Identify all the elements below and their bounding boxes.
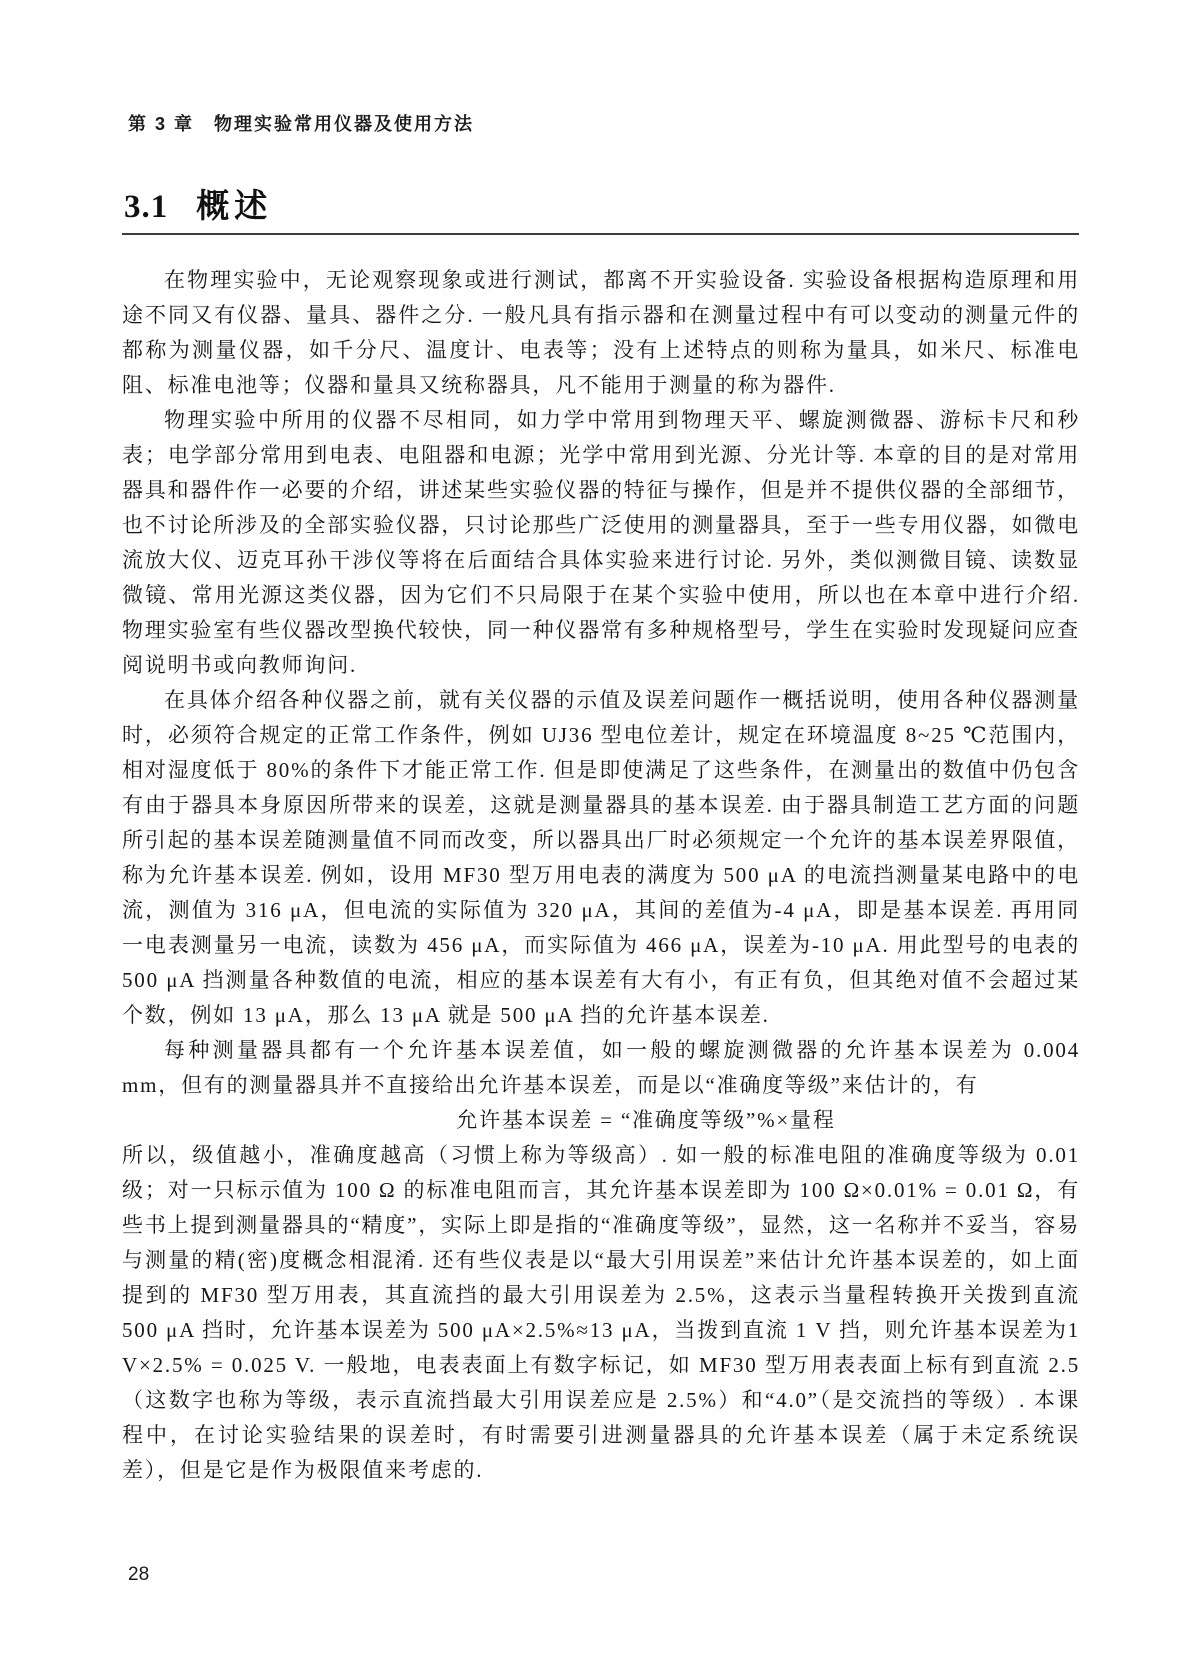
page-number: 28 [128,1564,150,1585]
paragraph-5: 所以，级值越小，准确度越高（习惯上称为等级高）. 如一般的标准电阻的准确度等级为 0.01 级；对一只标示值为 100 Ω 的标准电阻而言，其允许基本误差即为 100 Ω×0.01% = 0.01 Ω，有些书上提到测量器具的“精度”，实际上即是指的“准确度等级”，显然，这一名称并不妥当，容易与测量的精(密)度概念相混淆. 还有些仪表是以“最大引用误差”来估计允许基本误差的，如上面提到的 MF30 型万用表，其直流挡的最大引用误差为 2.5%，这表示当量程转换开关拨到直流 500 μA 挡时，允许基本误差为 500 μA×2.5%≈13 μA，当拨到直流 1 V 挡，则允许基本误差为1 V×2.5% = 0.025 V. 一般地，电表表面上有数字标记，如 MF30 型万用表表面上标有到直流 2.5（这数字也称为等级，表示直流挡最大引用误差应是 2.5%）和“4.0”（是交流挡的等级）. 本课程中，在讨论实验结果的误差时，有时需要引进测量器具的允许基本误差（属于未定系统误差），但是它是作为极限值来考虑的. [122,1143,1080,1482]
paragraph-4: 每种测量器具都有一个允许基本误差值，如一般的螺旋测微器的允许基本误差为 0.004 mm，但有的测量器具并不直接给出允许基本误差，而是以“准确度等级”来估计的，有 [122,1038,1080,1097]
body-text [122,263,1080,1488]
running-header: 第 3 章 物理实验常用仪器及使用方法 [128,114,475,134]
paragraph-1: 在物理实验中，无论观察现象或进行测试，都离不开实验设备. 实验设备根据构造原理和用途不同又有仪器、量具、器件之分. 一般凡具有指示器和在测量过程中有可以变动的测量元件的都称为测量仪器，如千分尺、温度计、电表等；没有上述特点的则称为量具，如米尺、标准电阻、标准电池等；仪器和量具又统称器具，凡不能用于测量的称为器件. [122,268,1080,397]
paragraph-3: 在具体介绍各种仪器之前，就有关仪器的示值及误差问题作一概括说明，使用各种仪器测量时，必须符合规定的正常工作条件，例如 UJ36 型电位差计，规定在环境温度 8~25 ℃范围内，相对湿度低于 80%的条件下才能正常工作. 但是即使满足了这些条件，在测量出的数值中仍包含有由于器具本身原因所带来的误差，这就是测量器具的基本误差. 由于器具制造工艺方面的问题所引起的基本误差随测量值不同而改变，所以器具出厂时必须规定一个允许的基本误差界限值，称为允许基本误差. 例如，设用 MF30 型万用电表的满度为 500 μA 的电流挡测量某电路中的电流，测值为 316 μA，但电流的实际值为 320 μA，其间的差值为-4 μA，即是基本误差. 再用同一电表测量另一电流，读数为 456 μA，而实际值为 466 μA，误差为-10 μA. 用此型号的电表的 500 μA 挡测量各种数值的电流，相应的基本误差有大有小，有正有负，但其绝对值不会超过某个数，例如 13 μA，那么 13 μA 就是 500 μA 挡的允许基本误差. [122,688,1080,1027]
section-number: 3.1 [124,189,169,225]
section-title: 概述 [196,189,273,225]
heading-rule [122,233,1079,235]
formula: 允许基本误差 = “准确度等级”%×量程 [456,1108,836,1132]
paragraph-2: 物理实验中所用的仪器不尽相同，如力学中常用到物理天平、螺旋测微器、游标卡尺和秒表；电学部分常用到电表、电阻器和电源；光学中常用到光源、分光计等. 本章的目的是对常用器具和器件作一必要的介绍，讲述某些实验仪器的特征与操作，但是并不提供仪器的全部细节，也不讨论所涉及的全部实验仪器，只讨论那些广泛使用的测量器具，至于一些专用仪器，如微电流放大仪、迈克耳孙干涉仪等将在后面结合具体实验来进行讨论. 另外，类似测微目镜、读数显微镜、常用光源这类仪器，因为它们不只局限于在某个实验中使用，所以也在本章中进行介绍. 物理实验室有些仪器改型换代较快，同一种仪器常有多种规格型号，学生在实验时发现疑问应查阅说明书或向教师询问. [122,408,1080,677]
section-heading [124,180,272,227]
